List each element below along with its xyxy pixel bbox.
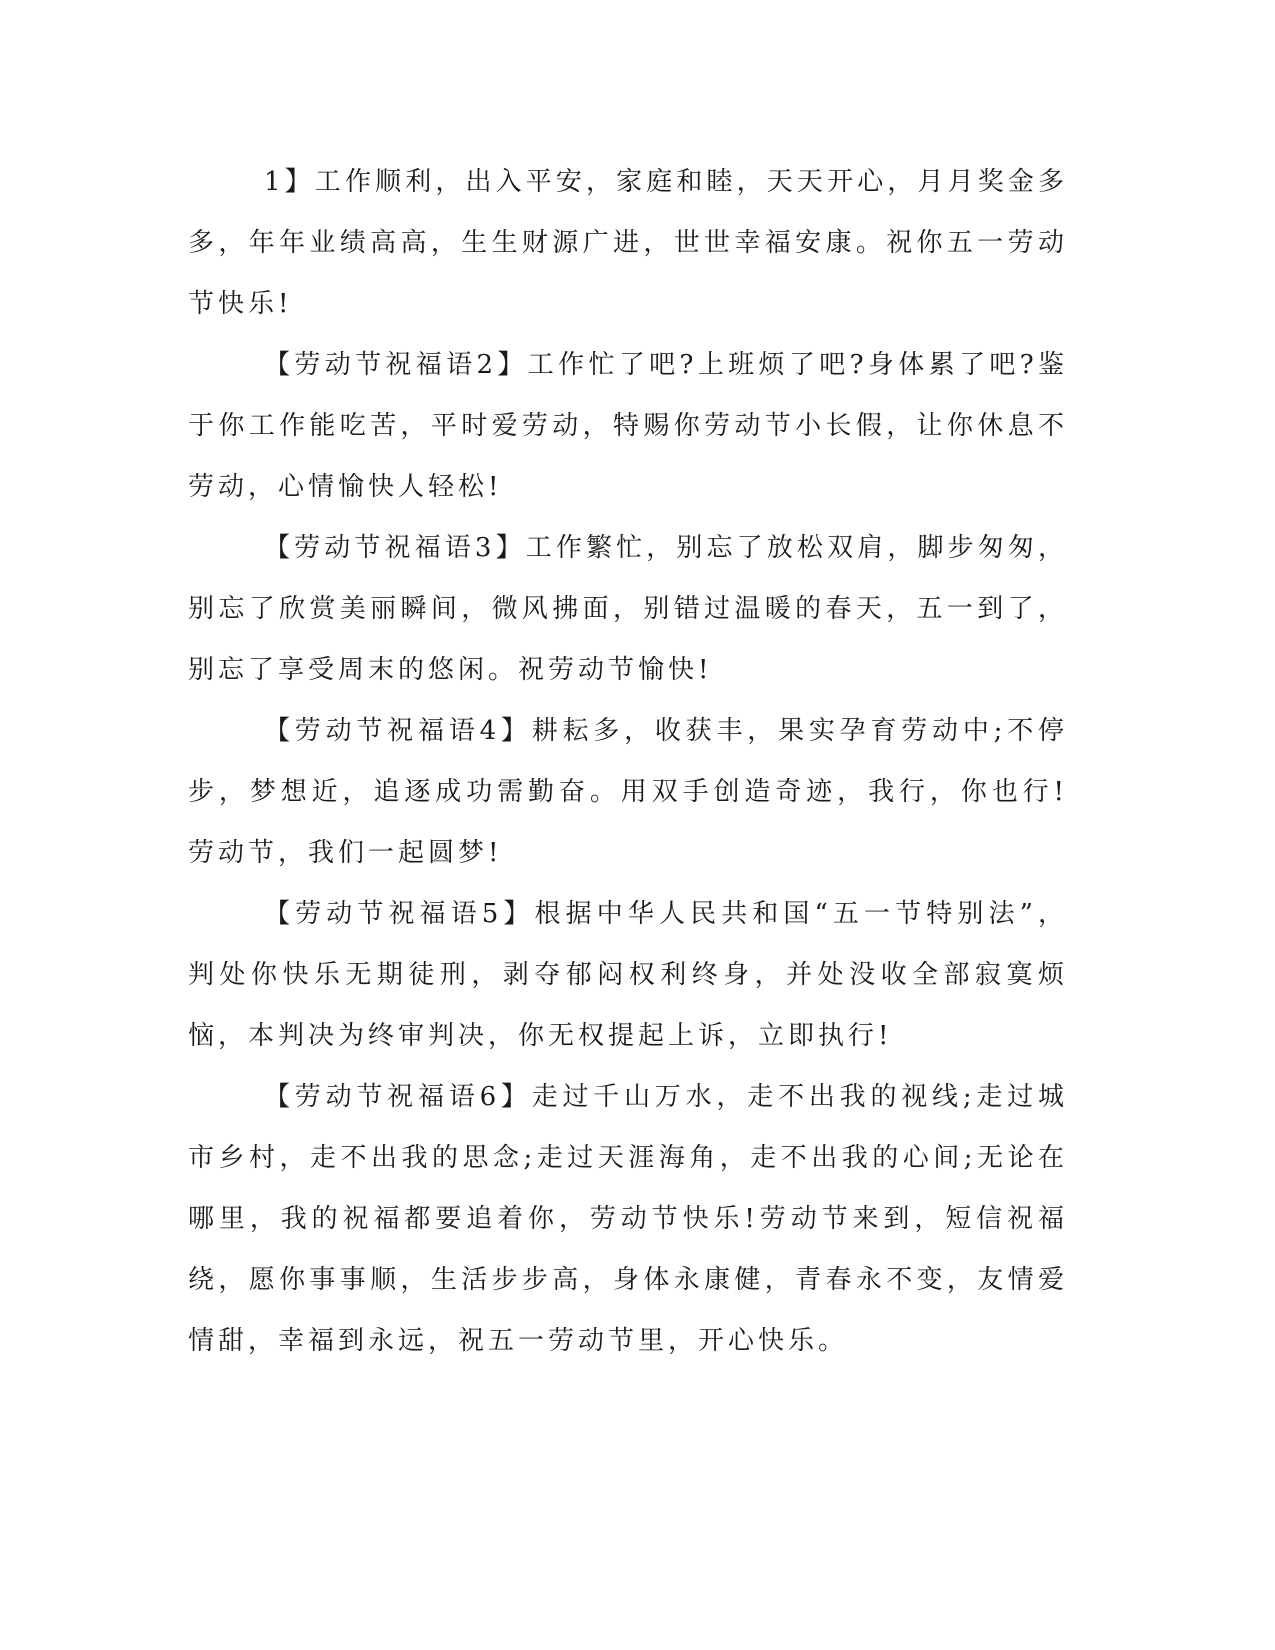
paragraph-greeting-5: 【劳动节祝福语5】根据中华人民共和国“五一节特别法”，判处你快乐无期徒刑，剥夺郁闷权利终身，并处没收全部寂寞烦恼，本判决为终审判决，你无权提起上诉，立即执行! bbox=[188, 899, 1068, 1051]
document-body bbox=[188, 152, 1068, 1372]
paragraph-greeting-4: 【劳动节祝福语4】耕耘多，收获丰，果实孕育劳动中;不停步，梦想近，追逐成功需勤奋。用双手创造奇迹，我行，你也行!劳动节，我们一起圆梦! bbox=[188, 716, 1068, 868]
paragraph-greeting-2: 【劳动节祝福语2】工作忙了吧?上班烦了吧?身体累了吧?鉴于你工作能吃苦，平时爱劳动，特赐你劳动节小长假，让你休息不劳动，心情愉快人轻松! bbox=[188, 350, 1068, 502]
paragraph-greeting-6: 【劳动节祝福语6】走过千山万水，走不出我的视线;走过城市乡村，走不出我的思念;走过天涯海角，走不出我的心间;无论在哪里，我的祝福都要追着你，劳动节快乐!劳动节来到，短信祝福绕，愿你事事顺，生活步步高，身体永康健，青春永不变，友情爱情甜，幸福到永远，祝五一劳动节里，开心快乐。 bbox=[188, 1082, 1068, 1356]
paragraph-greeting-1: 1】工作顺利，出入平安，家庭和睦，天天开心，月月奖金多多，年年业绩高高，生生财源广进，世世幸福安康。祝你五一劳动节快乐! bbox=[188, 167, 1068, 319]
paragraph-greeting-3: 【劳动节祝福语3】工作繁忙，别忘了放松双肩，脚步匆匆，别忘了欣赏美丽瞬间，微风拂面，别错过温暖的春天，五一到了，别忘了享受周末的悠闲。祝劳动节愉快! bbox=[188, 533, 1068, 685]
